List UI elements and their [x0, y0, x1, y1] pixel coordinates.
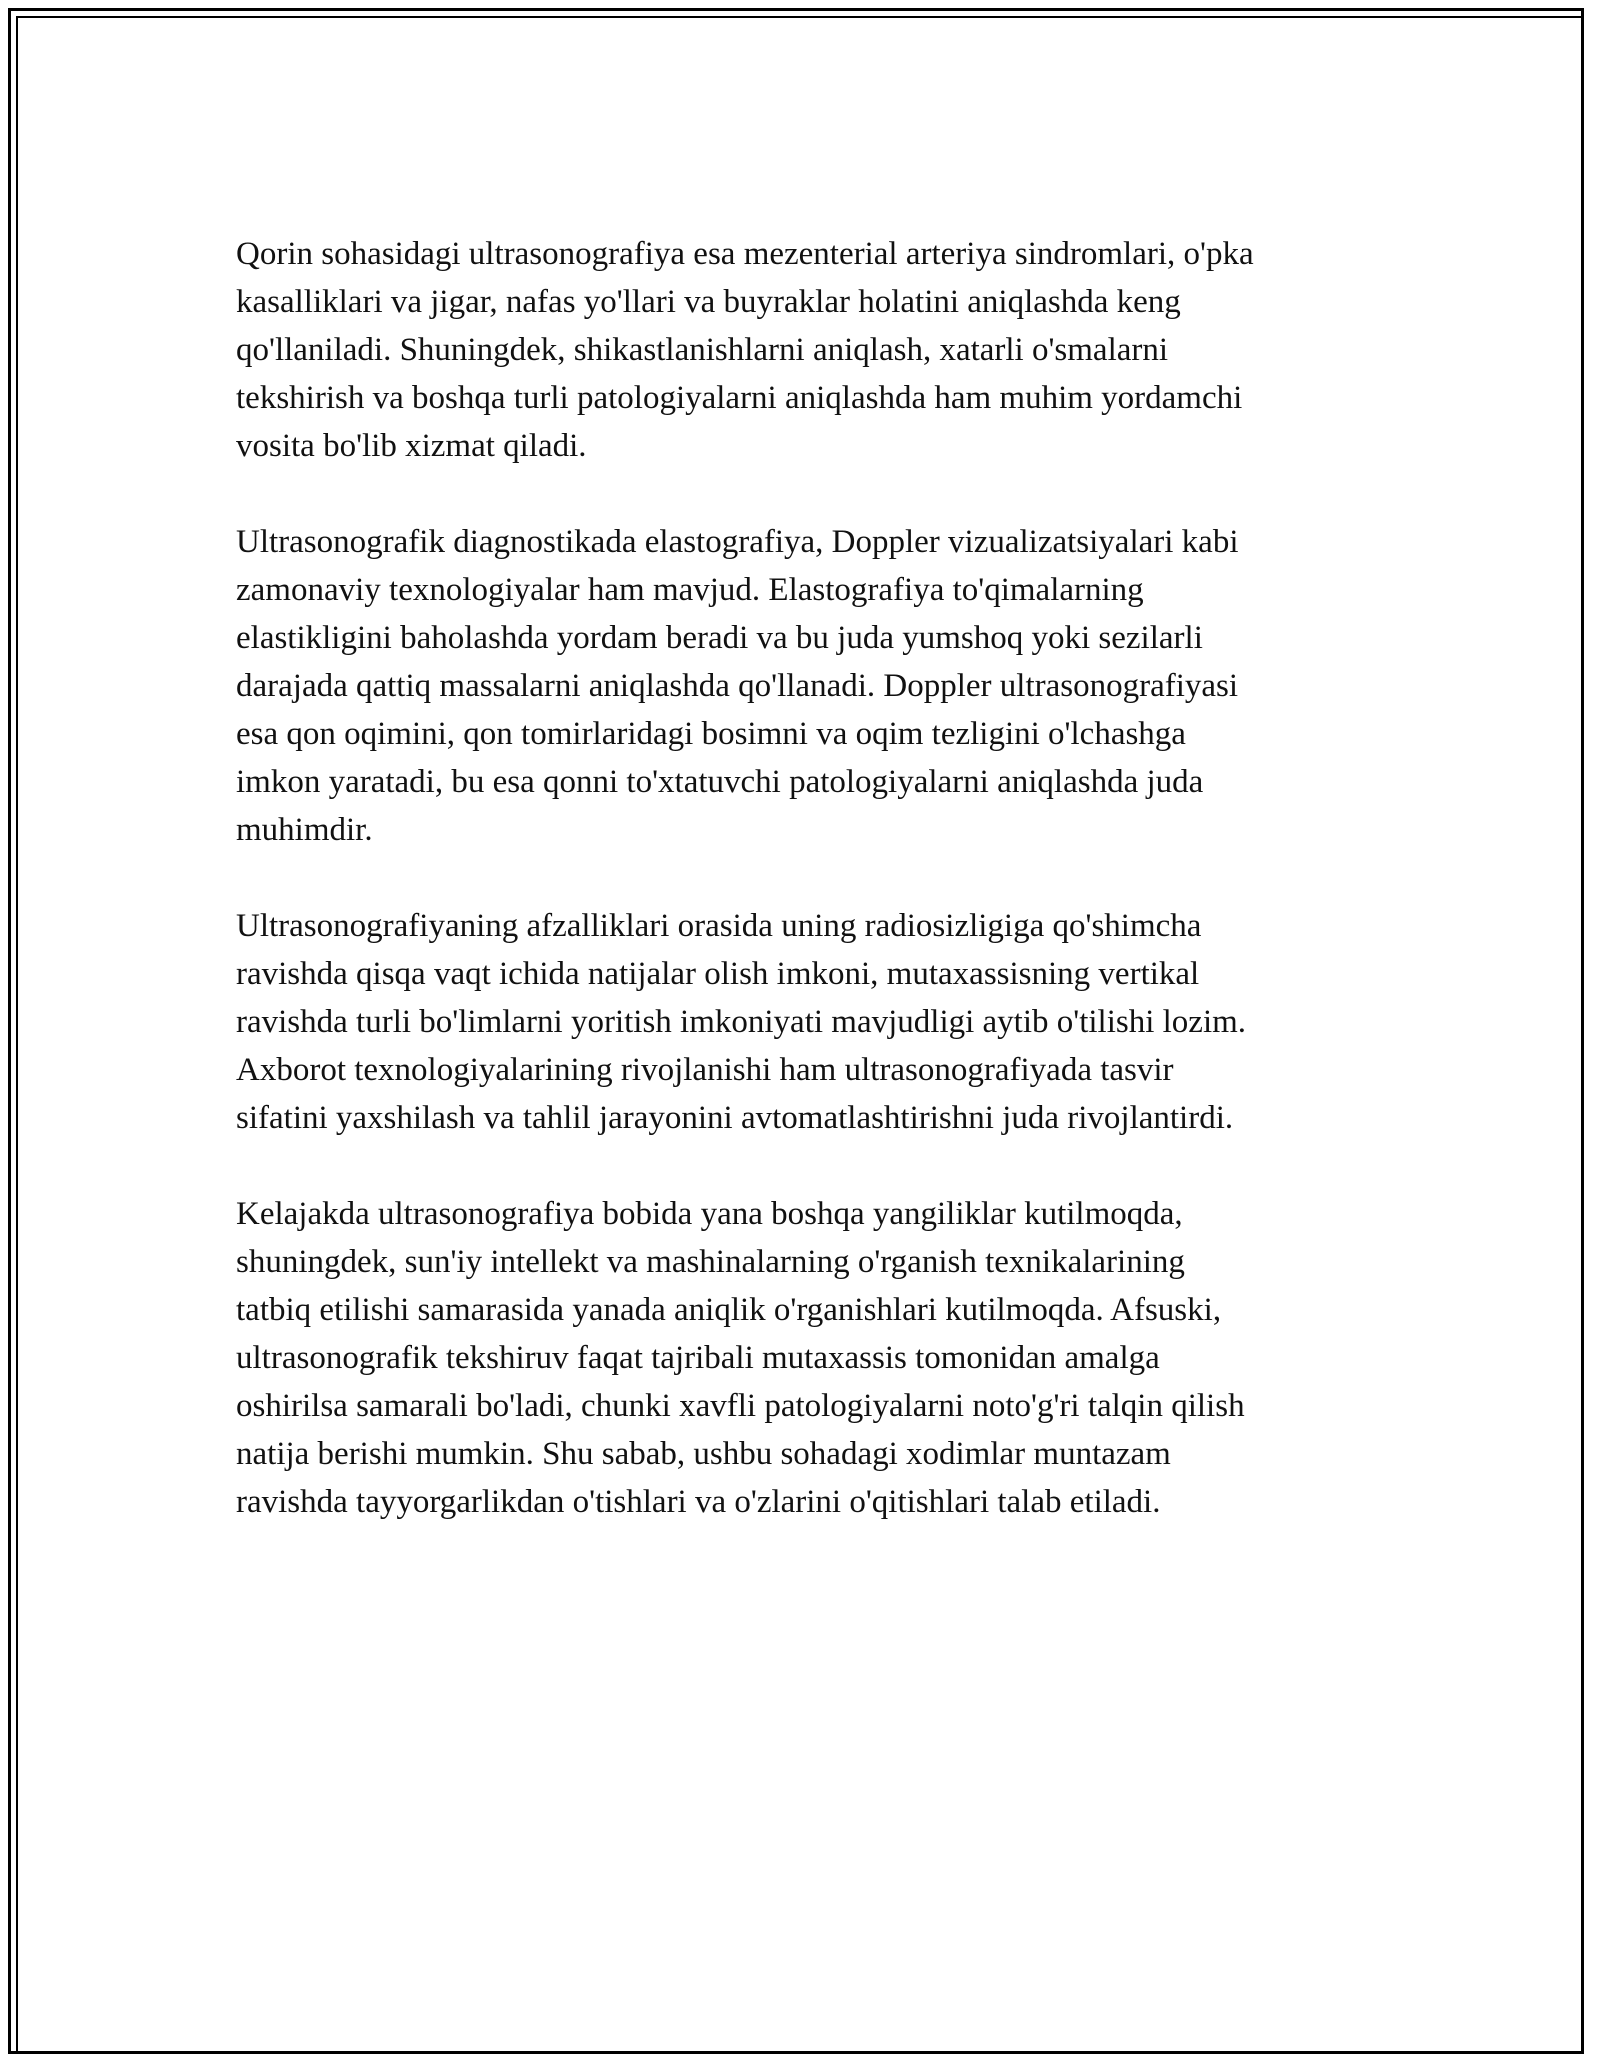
- paragraph-advantages: Ultrasonografiyaning afzalliklari orasida uning radiosizligiga qo'shimcha ravishda qisqa vaqt ichida natijalar olish imkoni, mutaxassisning vertikal ravishda turli bo'limlarni yoritish imkoniyati mavjudligi aytib o'tilishi lozim. Axborot texnologiyalarining rivojlanishi ham ultrasonografiyada tasvir sifatini yaxshilash va tahlil jarayonini avtomatlashtirishni juda rivojlantirdi.: [236, 908, 1247, 1136]
- paragraph-abdominal-ultrasonography: Qorin sohasidagi ultrasonografiya esa mezenterial arteriya sindromlari, o'pka kasalliklari va jigar, nafas yo'llari va buyraklar holatini aniqlashda keng qo'llaniladi. Shuningdek, shikastlanishlarni aniqlash, xatarli o'smalarni tekshirish va boshqa turli patologiyalarni aniqlashda ham muhim yordamchi vosita bo'lib xizmat qiladi.: [236, 236, 1254, 464]
- paragraph-future: Kelajakda ultrasonografiya bobida yana boshqa yangiliklar kutilmoqda, shuningdek, sun'iy intellekt va mashinalarning o'rganish texnikalarining tatbiq etilishi samarasida yanada aniqlik o'rganishlari kutilmoqda. Afsuski, ultrasonografik tekshiruv faqat tajribali mutaxassis tomonidan amalga oshirilsa samarali bo'ladi, chunki xavfli patologiyalarni noto'g'ri talqin qilish natija berishi mumkin. Shu sabab, ushbu sohadagi xodimlar muntazam ravishda tayyorgarlikdan o'tishlari va o'zlarini o'qitishlari talab etiladi.: [236, 1196, 1245, 1520]
- paragraph-elastography-doppler: Ultrasonografik diagnostikada elastografiya, Doppler vizualizatsiyalari kabi zamonaviy texnologiyalar ham mavjud. Elastografiya to'qimalarning elastikligini baholashda yordam beradi va bu juda yumshoq yoki sezilarli darajada qattiq massalarni aniqlashda qo'llanadi. Doppler ultrasonografiyasi esa qon oqimini, qon tomirlaridagi bosimni va oqim tezligini o'lchashga imkon yaratadi, bu esa qonni to'xtatuvchi patologiyalarni aniqlashda juda muhimdir.: [236, 524, 1239, 848]
- document-body: [236, 230, 1386, 1574]
